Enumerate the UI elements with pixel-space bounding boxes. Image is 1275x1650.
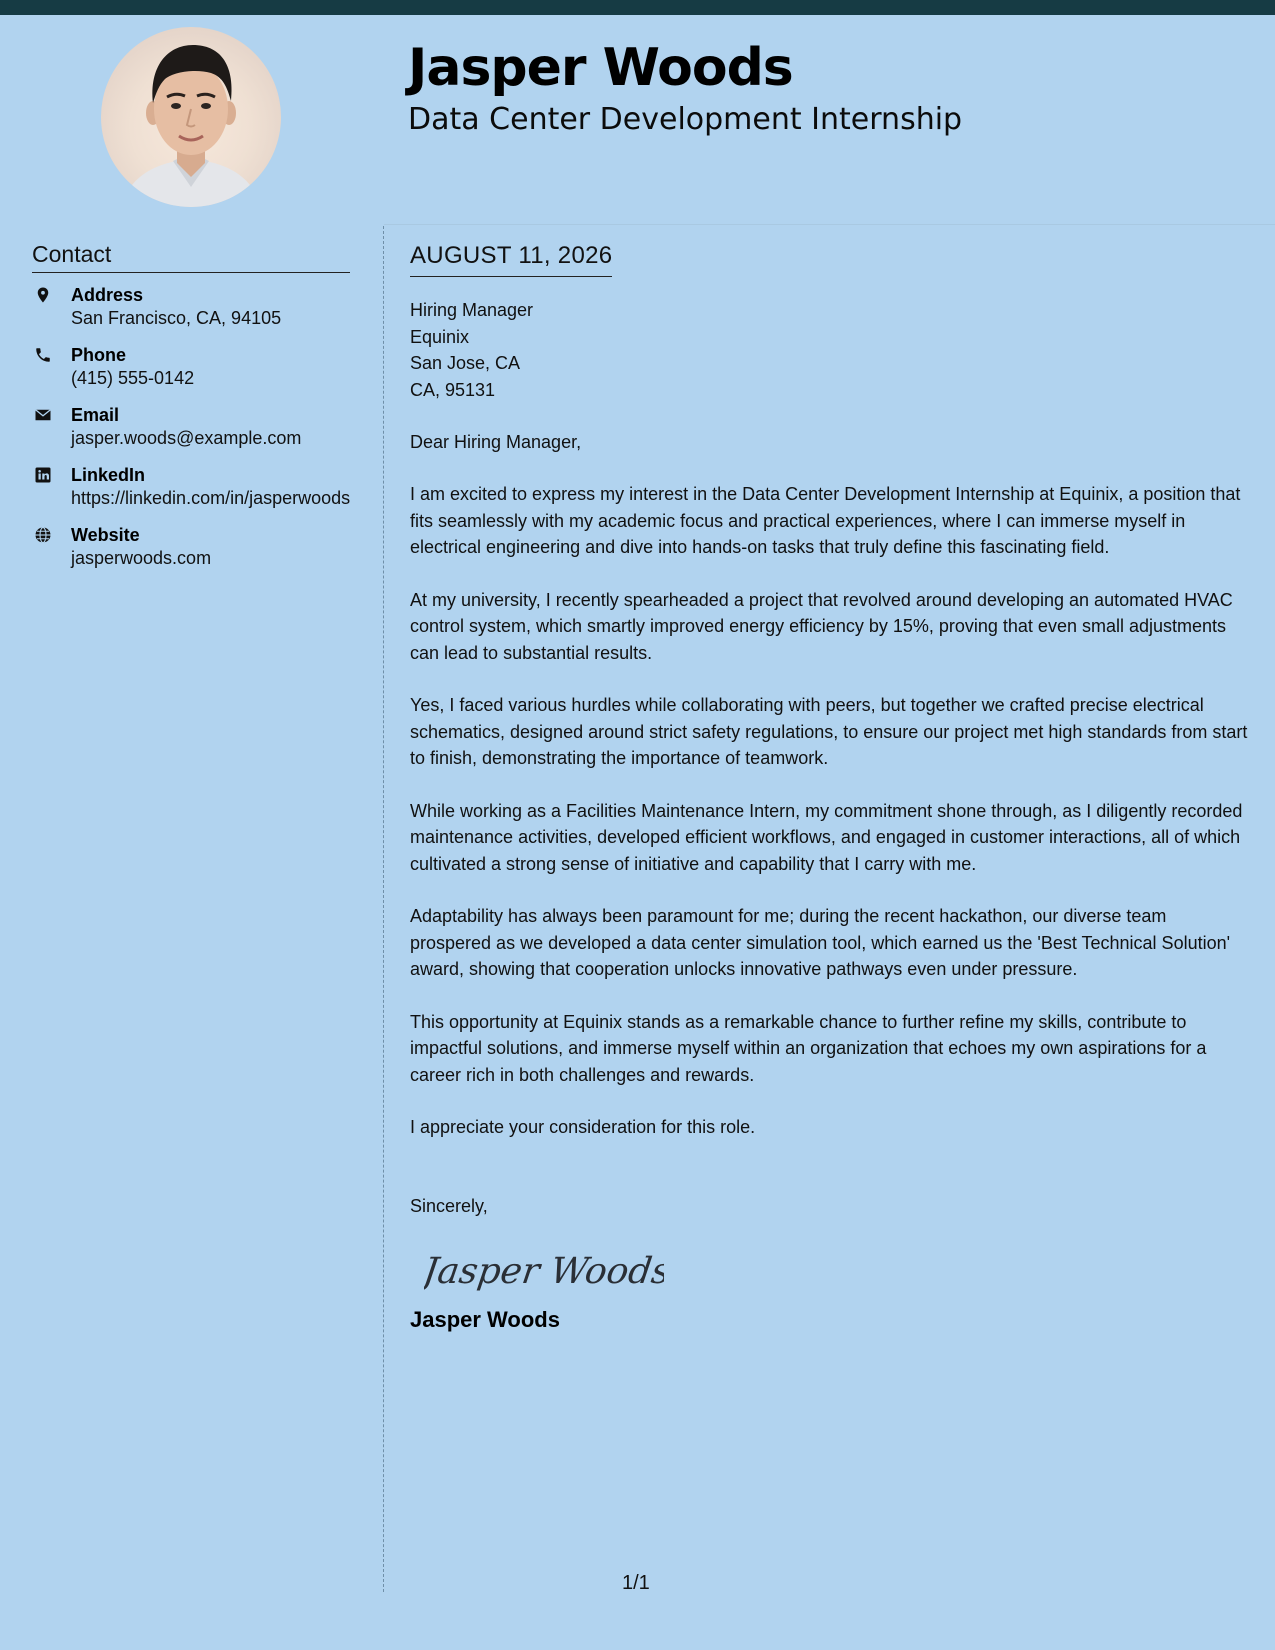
linkedin-icon bbox=[34, 466, 52, 484]
header-divider bbox=[384, 224, 1275, 225]
applicant-name: Jasper Woods bbox=[408, 38, 793, 98]
contact-label: Address bbox=[71, 285, 144, 305]
contact-value[interactable]: https://linkedin.com/in/jasperwoods bbox=[71, 488, 351, 508]
paragraph: While working as a Facilities Maintenance Intern, my commitment shone through, as I diligently recorded maintenance activities, developed efficient workflows, and engaged in customer interactions, all of which cultivated a strong sense of initiative and capability that I carry with me. bbox=[410, 800, 1243, 874]
contact-value: jasper.woods@example.com bbox=[71, 428, 302, 448]
letter-body bbox=[410, 242, 1252, 1333]
contact-address bbox=[32, 284, 352, 330]
paragraph: Adaptability has always been paramount for me; during the recent hackathon, our diverse team prospered as we developed a data center simulation tool, which earned us the 'Best Technical Solution' award, showing that cooperation unlocks innovative pathways even under pressure. bbox=[410, 906, 1231, 979]
recipient-line: Hiring Manager bbox=[410, 300, 534, 320]
paragraph: I appreciate your consideration for this role. bbox=[410, 1117, 756, 1137]
column-divider bbox=[383, 226, 384, 1592]
contact-linkedin bbox=[32, 464, 352, 510]
phone-icon bbox=[34, 346, 52, 364]
signer-name: Jasper Woods bbox=[410, 1306, 560, 1332]
contact-email bbox=[32, 404, 352, 450]
contact-website bbox=[32, 524, 352, 570]
contact-value[interactable]: jasperwoods.com bbox=[71, 548, 212, 568]
page-indicator: 1/1 bbox=[622, 1572, 650, 1594]
location-pin-icon bbox=[34, 286, 52, 304]
paragraph: I am excited to express my interest in the Data Center Development Internship at Equinix, a position that fits seamlessly with my academic focus and practical experiences, where I can immerse myself in electrical engineering and dive into hands-on tasks that truly define this fascinating field. bbox=[410, 484, 1241, 557]
signature bbox=[424, 1239, 1252, 1299]
contact-label: Email bbox=[71, 405, 120, 425]
envelope-icon bbox=[34, 406, 52, 424]
salutation: Dear Hiring Manager, bbox=[410, 432, 582, 452]
recipient-block bbox=[410, 297, 1252, 403]
contact-label: LinkedIn bbox=[71, 465, 146, 485]
avatar bbox=[101, 27, 281, 207]
contact-list bbox=[32, 284, 352, 584]
closing: Sincerely, bbox=[410, 1195, 488, 1216]
letter-date: AUGUST 11, 2026 bbox=[410, 242, 612, 277]
contact-value: (415) 555-0142 bbox=[71, 368, 195, 388]
contact-heading: Contact bbox=[32, 241, 350, 273]
signature-script: Jasper Woods bbox=[424, 1248, 664, 1292]
globe-icon bbox=[34, 526, 52, 544]
portrait-photo bbox=[101, 27, 281, 207]
signature-image bbox=[424, 1239, 664, 1299]
top-bar bbox=[0, 0, 1275, 15]
recipient-line: Equinix bbox=[410, 326, 470, 347]
contact-label: Phone bbox=[71, 345, 127, 365]
contact-phone bbox=[32, 344, 352, 390]
recipient-line: CA, 95131 bbox=[410, 379, 496, 400]
paragraph: At my university, I recently spearheaded a project that revolved around developing an automated HVAC control system, which smartly improved energy efficiency by 15%, proving that even small adjustments can lead to substantial results. bbox=[410, 589, 1233, 663]
paragraph: Yes, I faced various hurdles while collaborating with peers, but together we crafted precise electrical schematics, designed around strict safety regulations, to ensure our project met high standards from start to finish, demonstrating the importance of teamwork. bbox=[410, 695, 1248, 768]
paragraph: This opportunity at Equinix stands as a remarkable chance to further refine my skills, contribute to impactful solutions, and immerse myself within an organization that echoes my own aspirations for a career rich in both challenges and rewards. bbox=[410, 1011, 1207, 1085]
contact-label: Website bbox=[71, 525, 140, 545]
recipient-line: San Jose, CA bbox=[410, 353, 521, 373]
contact-value: San Francisco, CA, 94105 bbox=[71, 308, 282, 328]
job-title: Data Center Development Internship bbox=[408, 102, 963, 137]
